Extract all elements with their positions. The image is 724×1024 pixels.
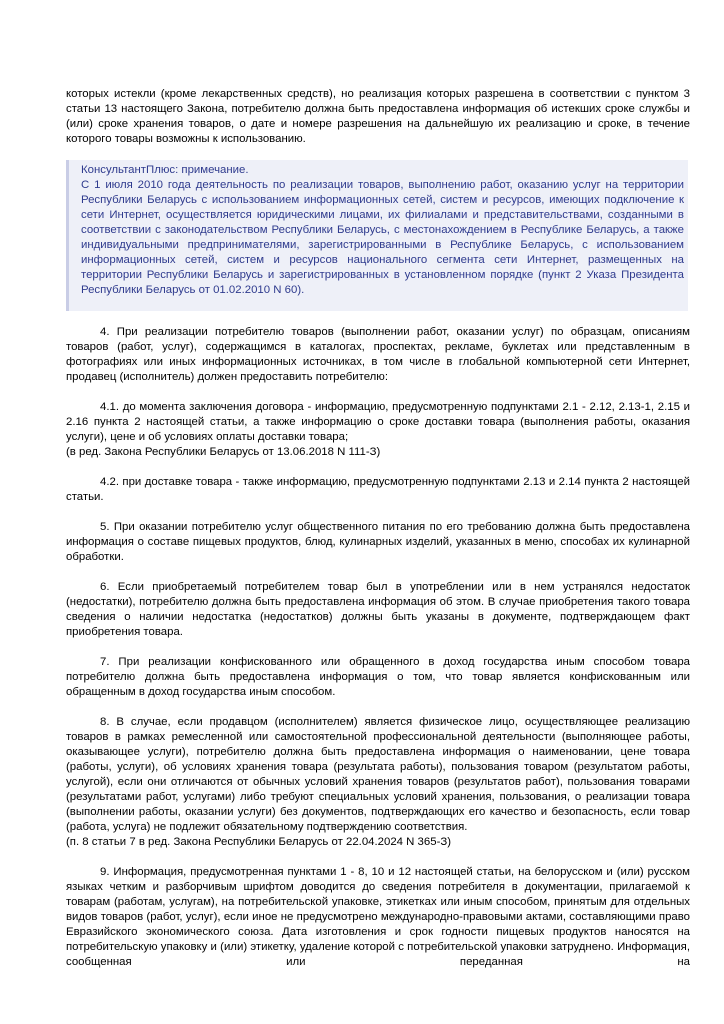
document-body-top [66, 87, 690, 162]
document-body-main [66, 325, 690, 985]
paragraph-4-2: 4.2. при доставке товара - также информацию, предусмотренную подпунктами 2.13 и 2.14 пункта 2 настоящей статьи. [66, 476, 690, 503]
paragraph-7: 7. При реализации конфискованного или обращенного в доход государства иным способом товара потребителю должна быть предоставлена информация о том, что товар является конфискованным или обращенным в доход государства иным способом. [66, 656, 690, 698]
consultant-note [66, 160, 688, 311]
paragraph-9: 9. Информация, предусмотренная пунктами 1 - 8, 10 и 12 настоящей статьи, на белорусском и (или) русском языках четким и разборчивым шрифтом доводится до сведения потребителя в документации, прилагаемой к товарам (работам, услугам), на потребительской упаковке, этикетках или иным способом, принятым для отдельных видов товаров (работ, услуг), если иное не предусмотрено международно-правовыми актами, составляющими право Евразийского экономического союза. Дата изготовления и срок годности пищевых продуктов наносятся на потребительскую упаковку и (или) этикетку, удаление которой с потребительской упаковки затруднено. Информация, сообщенная или переданная на [66, 866, 690, 968]
paragraph-4-1: 4.1. до момента заключения договора - информацию, предусмотренную подпунктами 2.1 - 2.12, 2.13-1, 2.15 и 2.16 пункта 2 настоящей статьи, а также информацию о сроке доставки товара (выполнения работы, оказания услуги), цене и об условиях оплаты доставки товара; [66, 401, 690, 443]
intro-paragraph: которых истекли (кроме лекарственных средств), но реализация которых разрешена в соответствии с пунктом 3 статьи 13 настоящего Закона, потребителю должна быть предоставлена информация об истекших сроке службы и (или) сроке хранения товаров, о дате и номере разрешения на дальнейшую их реализацию и сроке, в течение которого товары возможны к использованию. [66, 88, 690, 145]
paragraph-8: 8. В случае, если продавцом (исполнителем) является физическое лицо, осуществляющее реализацию товаров в рамках ремесленной или самостоятельной профессиональной деятельности (выполняющее работы, оказывающее услуги), потребителю должна быть предоставлена информация о наименовании, цене товара (работы, услуги), об условиях хранения товара (результата работы), пользования товаром (результатом работы, услугой), если они отличаются от обычных условий хранения товаров (результатов работ), пользования товарами (результатами работ, услугами) либо требуют специальных условий хранения, пользования, о реализации товара (выполнении работы, оказании услуги) без документов, подтверждающих его качество и безопасность, если товар (работа, услуга) не подлежит обязательному подтверждению соответствия. [66, 716, 690, 833]
note-text: С 1 июля 2010 года деятельность по реализации товаров, выполнению работ, оказанию услуг на территории Республики Беларусь с использованием информационных сетей, систем и ресурсов, имеющих подключение к сети Интернет, осуществляется юридическими лицами, их филиалами и представительствами, созданными в соответствии с законодательством Республики Беларусь, с местонахождением в Республике Беларусь, а также индивидуальными предпринимателями, зарегистрированными в Республике Беларусь, с использованием информационных сетей, систем и ресурсов национального сегмента сети Интернет, размещенных на территории Республики Беларусь и зарегистрированных в установленном порядке (пункт 2 Указа Президента Республики Беларусь от 01.02.2010 N 60). [81, 179, 684, 296]
paragraph-5: 5. При оказании потребителю услуг общественного питания по его требованию должна быть предоставлена информация о составе пищевых продуктов, блюд, кулинарных изделий, указанных в меню, способах их кулинарной обработки. [66, 521, 690, 563]
paragraph-8-reference: (п. 8 статьи 7 в ред. Закона Республики Беларусь от 22.04.2024 N 365-З) [66, 836, 452, 848]
paragraph-6: 6. Если приобретаемый потребителем товар был в употреблении или в нем устранялся недостаток (недостатки), потребителю должна быть предоставлена информация об этом. В случае приобретения такого товара сведения о наличии недостатка (недостатков) должны быть указаны в документе, подтверждающем факт приобретения товара. [66, 581, 690, 638]
paragraph-4: 4. При реализации потребителю товаров (выполнении работ, оказании услуг) по образцам, описаниям товаров (работ, услуг), содержащимся в каталогах, проспектах, рекламе, буклетах или представленным в фотографиях или иных информационных источниках, в том числе в глобальной компьютерной сети Интернет, продавец (исполнитель) должен предоставить потребителю: [66, 326, 690, 383]
note-title: КонсультантПлюс: примечание. [81, 164, 249, 176]
paragraph-4-1-reference: (в ред. Закона Республики Беларусь от 13.06.2018 N 111-З) [66, 446, 381, 458]
